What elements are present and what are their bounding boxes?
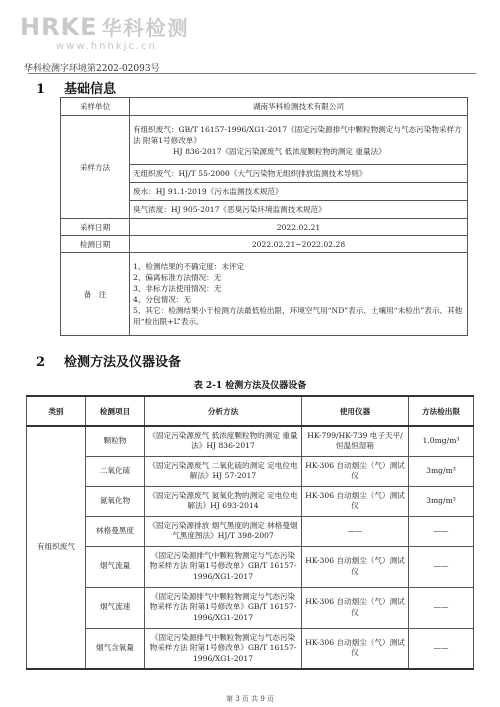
method-cell: 《固定污染源排气中颗粒物测定与气态污染物采样方法 附第1号修改单》GB/T 16157-1996/XG1-2017 [145, 546, 302, 587]
method-cell: 《固定污染源废气 低浓度颗粒物的测定 重量法》HJ 836-2017 [145, 426, 302, 456]
column-header: 方法检出限 [409, 396, 474, 426]
remark-line: 4、分包情况：无 [133, 295, 191, 304]
unit-label: 采样单位 [61, 98, 130, 116]
item-cell: 颗粒物 [86, 426, 145, 456]
item-cell: 林格曼黑度 [86, 516, 145, 546]
item-cell: 烟气含氧量 [86, 628, 145, 669]
unit-value: 湖南华科检测技术有限公司 [130, 98, 468, 116]
remark-line: 2、偏离标准方法情况：无 [133, 273, 222, 282]
basic-info-table [60, 97, 468, 336]
limit-cell: —— [409, 587, 474, 628]
header-divider [28, 73, 476, 74]
instrument-cell: HK-306 自动烟尘（气）测试仪 [302, 486, 409, 516]
table-row [27, 486, 474, 516]
table-row [27, 426, 474, 456]
table-row [61, 98, 468, 116]
limit-cell: —— [409, 516, 474, 546]
method-line: 臭气浓度：HJ 905-2017《恶臭污染环境监测技术规范》 [130, 201, 468, 219]
table-row [27, 587, 474, 628]
method-cell: 《固定污染源排气中颗粒物测定与气态污染物采样方法 附第1号修改单》GB/T 16157-1996/XG1-2017 [145, 587, 302, 628]
test-date-value: 2022.02.21~2022.02.28 [130, 236, 468, 253]
instrument-cell: —— [302, 516, 409, 546]
method-line: HJ 836-2017《固定污染源废气 低浓度颗粒物的测定 重量法》 [173, 146, 386, 156]
limit-cell: —— [409, 628, 474, 669]
instrument-cell: HK-306 自动烟尘（气）测试仪 [302, 628, 409, 669]
method-line: 无组织废气：HJ/T 55-2000《大气污染物无组织排放监测技术导则》 [130, 165, 468, 183]
table-row [27, 546, 474, 587]
section-1-heading: 1 基础信息 [36, 82, 117, 97]
instrument-cell: HK-306 自动烟尘（气）测试仪 [302, 546, 409, 587]
logo-brand: HRKE 华科检测 [20, 13, 190, 41]
item-cell: 烟气流速 [86, 587, 145, 628]
method-label: 采样方法 [61, 116, 130, 219]
limit-cell: 3mg/m³ [409, 456, 474, 486]
logo-url: www.hnhkjc.cn [56, 41, 157, 52]
item-cell: 氮氧化物 [86, 486, 145, 516]
table-header-row [27, 396, 474, 426]
instrument-cell: HK-306 自动烟尘（气）测试仪 [302, 456, 409, 486]
method-line: 有组织废气：GB/T 16157-1996/XG1-2017《固定污染源排气中颗粒物测定与气态污染物采样方法 附第1号修改单》 [133, 124, 462, 145]
column-header: 分析方法 [145, 396, 302, 426]
page-footer: 第 3 页 共 9 页 [225, 695, 275, 703]
item-cell: 二氧化硫 [86, 456, 145, 486]
column-header: 检测项目 [86, 396, 145, 426]
test-date-label: 检测日期 [61, 236, 130, 253]
methods-instruments-table [26, 395, 474, 670]
method-cell: 《固定污染源废气 氮氧化物的测定 定电位电解法》HJ 693-2014 [145, 486, 302, 516]
method-cell: 《固定污染源排气中颗粒物测定与气态污染物采样方法 附第1号修改单》GB/T 16157-1996/XG1-2017 [145, 628, 302, 669]
company-logo [20, 14, 190, 53]
column-header: 使用仪器 [302, 396, 409, 426]
method-cell [130, 116, 468, 165]
remarks-cell [130, 253, 468, 336]
category-cell: 有组织废气 [27, 426, 86, 669]
report-number: 华科检测字环境第2202-02093号 [24, 64, 160, 74]
limit-cell: —— [409, 546, 474, 587]
sampling-date-label: 采样日期 [61, 219, 130, 236]
table-row [61, 253, 468, 336]
table-2-caption: 表 2-1 检测方法及仪器设备 [193, 381, 307, 391]
method-line: 废水：HJ 91.1-2019《污水监测技术规范》 [130, 183, 468, 201]
sampling-date-value: 2022.02.21 [130, 219, 468, 236]
table-row [27, 516, 474, 546]
remark-line: 1、检测结果的不确定度：未评定 [133, 262, 245, 271]
table-row [27, 628, 474, 669]
column-header: 类别 [27, 396, 86, 426]
table-row [61, 116, 468, 165]
limit-cell: 3mg/m³ [409, 486, 474, 516]
item-cell: 烟气流量 [86, 546, 145, 587]
instrument-cell: HK-306 自动烟尘（气）测试仪 [302, 587, 409, 628]
remark-line: 3、非标方法使用情况：无 [133, 284, 222, 293]
table-row [61, 219, 468, 236]
instrument-cell: HK-799/HK-739 电子天平/恒温恒湿箱 [302, 426, 409, 456]
table-row [27, 456, 474, 486]
method-cell: 《固定污染源废气 二氧化硫的测定 定电位电解法》HJ 57-2017 [145, 456, 302, 486]
remarks-label: 备 注 [61, 253, 130, 336]
section-2-heading: 2 检测方法及仪器设备 [36, 355, 182, 370]
remark-line: 5、其它：检测结果小于检测方法最低检出限，环境空气用“ND”表示、土壤用“未检出”表示、其他用“检出限+L”表示。 [133, 306, 463, 326]
table-row [61, 236, 468, 253]
limit-cell: 1.0mg/m³ [409, 426, 474, 456]
method-cell: 《固定污染源排放 烟气黑度的测定 林格曼烟气黑度图法》HJ/T 398-2007 [145, 516, 302, 546]
